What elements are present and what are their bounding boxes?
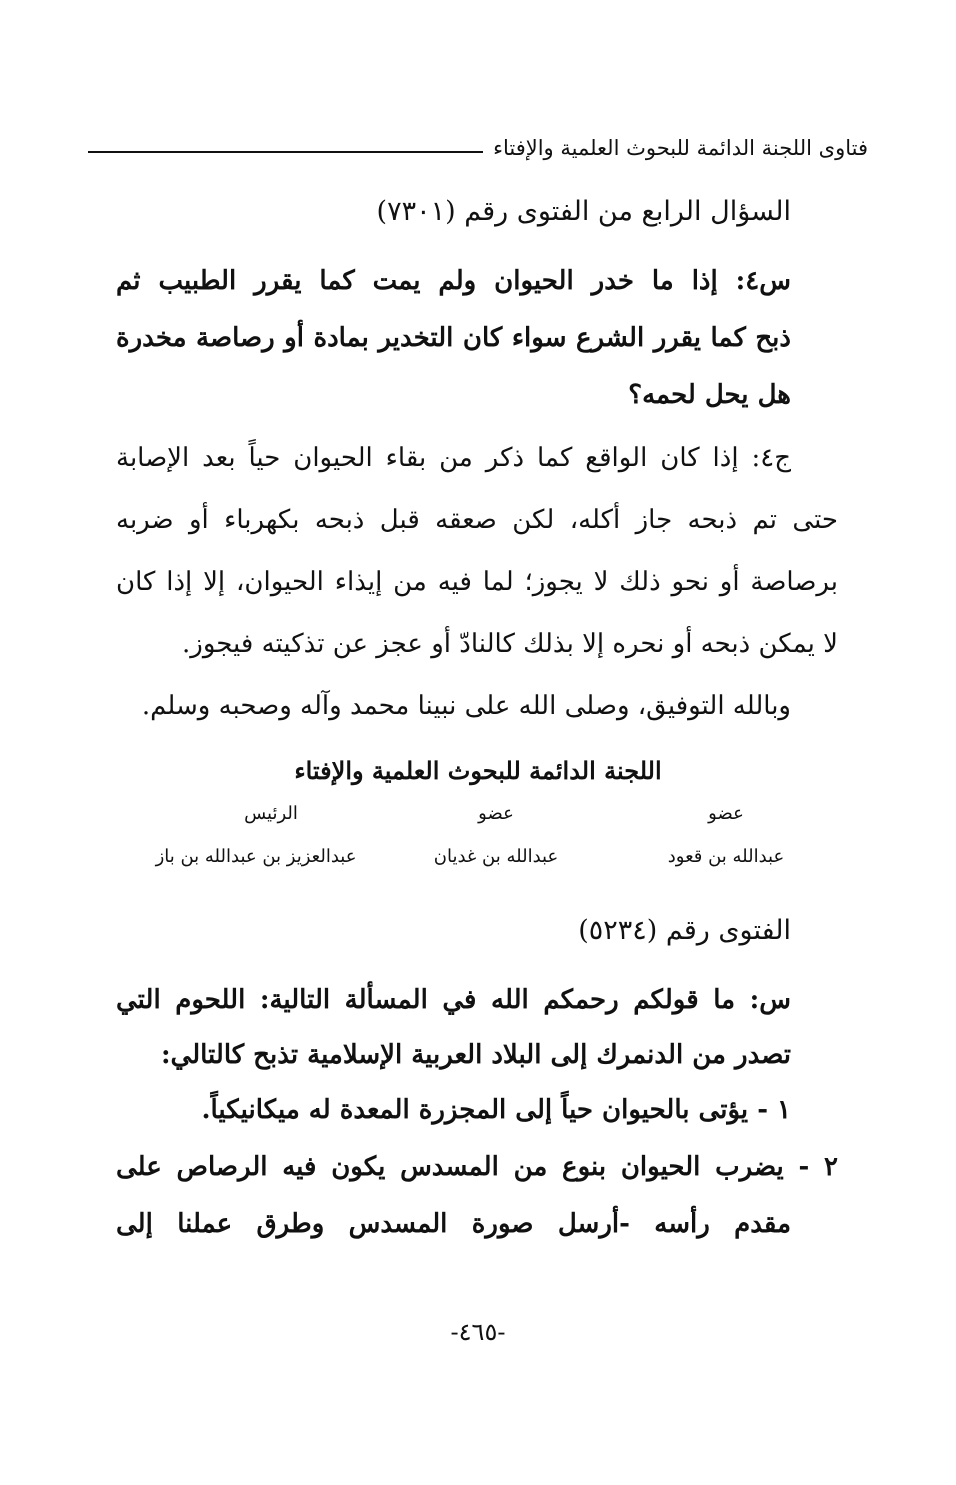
fatwa-5234-question-line-2: تصدر من الدنمرك إلى البلاد العربية الإسلامية تذبح كالتالي:: [160, 1040, 791, 1070]
running-title: فتاوى اللجنة الدائمة للبحوث العلمية والإفتاء: [493, 136, 868, 160]
committee-title: اللجنة الدائمة للبحوث العلمية والإفتاء: [294, 756, 662, 785]
fatwa-7301-heading: السؤال الرابع من الفتوى رقم (٧٣٠١): [376, 196, 791, 227]
fatwa-5234-question-line-1: س: ما قولكم رحمكم الله في المسألة التالية: اللحوم التي: [116, 985, 791, 1015]
signatory-name-1: عبدالله بن قعود: [667, 846, 785, 867]
fatwa-5234-question-line-5: مقدم رأسه -أرسل صورة المسدس وطرق عملنا إلى: [116, 1209, 791, 1239]
fatwa-5234-question-line-3: ١ - يؤتى بالحيوان حياً إلى المجزرة المعدة له ميكانيكياً.: [201, 1095, 791, 1125]
fatwa-7301-answer-line-3: برصاصة أو نحو ذلك لا يجوز؛ لما فيه من إيذاء الحيوان، إلا إذا كان: [116, 567, 838, 597]
fatwa-7301-question-line-3: هل يحل لحمه؟: [628, 380, 791, 410]
signatory-name-2: عبدالله بن غديان: [433, 846, 559, 867]
header-rule: [88, 151, 483, 153]
signatory-role-2: عضو: [478, 803, 514, 824]
running-header: [88, 130, 868, 166]
fatwa-7301-answer-line-1: ج٤: إذا كان الواقع كما ذكر من بقاء الحيوان حياً بعد الإصابة: [116, 443, 791, 473]
fatwa-7301-answer-line-2: حتى تم ذبحه جاز أكله، لكن صعقه قبل ذبحه بكهرباء أو ضربه: [116, 505, 838, 535]
fatwa-7301-answer-line-4: لا يمكن ذبحه أو نحره إلا بذلك كالنادّ أو عجز عن تذكيته فيجوز.: [182, 629, 838, 659]
signatory-role-1: عضو: [708, 803, 744, 824]
page-number: -٤٦٥-: [450, 1318, 506, 1346]
signatory-name-3: عبدالعزيز بن عبدالله بن باز: [155, 846, 357, 867]
fatwa-7301-closing: وبالله التوفيق، وصلى الله على نبينا محمد وآله وصحبه وسلم.: [141, 691, 791, 721]
signatory-role-3: الرئيس: [244, 803, 298, 824]
fatwa-7301-question-line-1: س٤: إذا ما خدر الحيوان ولم يمت كما يقرر الطبيب ثم: [116, 266, 791, 296]
fatwa-5234-heading: الفتوى رقم (٥٢٣٤): [578, 915, 791, 946]
fatwa-5234-question-line-4: ٢ - يضرب الحيوان بنوع من المسدس يكون فيه الرصاص على: [116, 1152, 838, 1182]
fatwa-7301-question-line-2: ذبح كما يقرر الشرع سواء كان التخدير بمادة أو رصاصة مخدرة: [116, 323, 791, 353]
